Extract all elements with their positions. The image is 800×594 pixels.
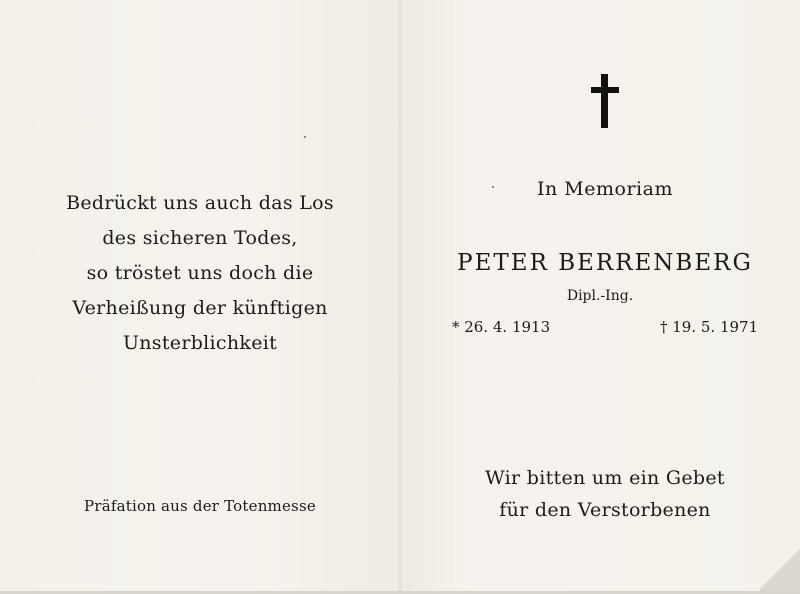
birth-date: * 26. 4. 1913 [452, 318, 551, 336]
quote-line: Unsterblichkeit [122, 332, 278, 354]
prayer-line: für den Verstorbenen [499, 499, 711, 521]
prayer-line: Wir bitten um ein Gebet [485, 467, 725, 489]
quote-line: Bedrückt uns auch das Los [66, 192, 334, 214]
paper-corner [760, 544, 800, 594]
death-date: † 19. 5. 1971 [660, 318, 759, 336]
deceased-title: Dipl.-Ing. [566, 288, 634, 304]
paper-speck [492, 186, 494, 188]
memorial-quote [40, 186, 360, 361]
card-fold [398, 0, 402, 594]
quote-line: so tröstet uns doch die [86, 262, 314, 284]
cross-icon [591, 74, 619, 128]
quote-source: Präfation aus der Totenmesse [84, 497, 316, 515]
prayer-request [410, 462, 800, 526]
quote-line: Verheißung der künftigen [72, 297, 328, 319]
paper-speck [304, 136, 306, 138]
quote-line: des sicheren Todes, [102, 227, 298, 249]
in-memoriam-heading: In Memoriam [537, 178, 673, 200]
deceased-name: PETER BERRENBERG [457, 250, 753, 276]
